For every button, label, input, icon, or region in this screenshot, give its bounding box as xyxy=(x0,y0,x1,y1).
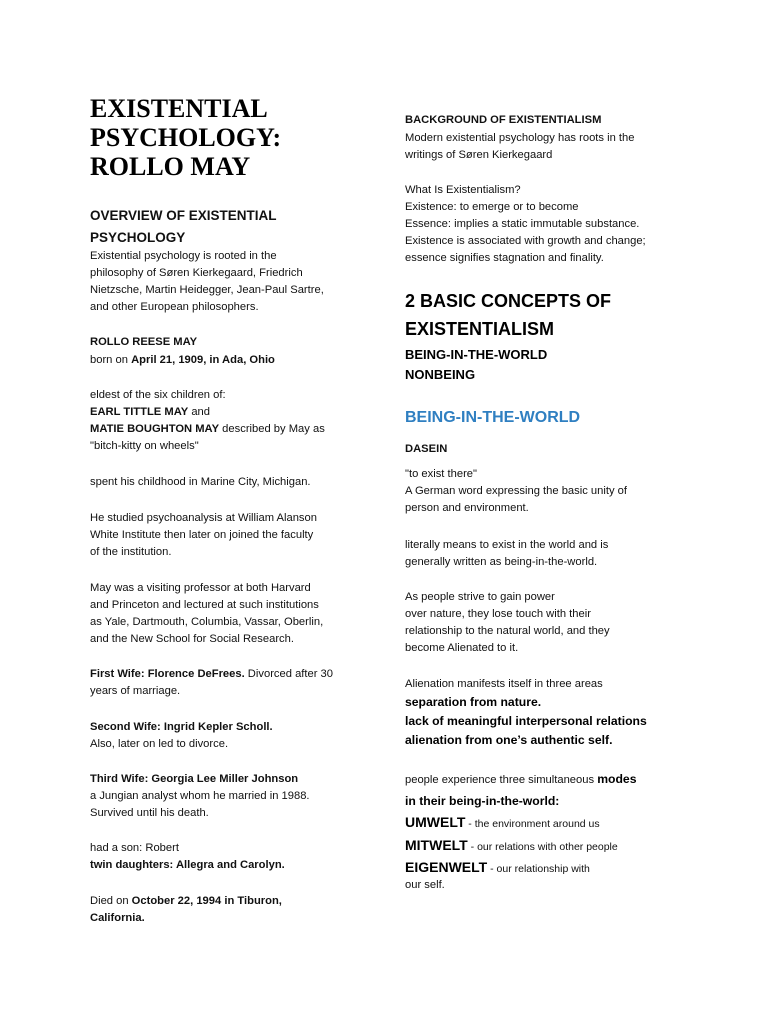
strive-text: As people strive to gain power over nature, they lose touch with their relationship to the natural world, and they become Alienated to it. xyxy=(405,591,610,654)
modes-line-2: in their being-in-the-world: xyxy=(405,794,560,808)
being-in-the-world-heading: BEING-IN-THE-WORLD xyxy=(405,409,581,426)
page-title: EXISTENTIAL PSYCHOLOGY: ROLLO MAY xyxy=(90,94,282,181)
birth-line: born on April 21, 1909, in Ada, Ohio xyxy=(90,354,275,366)
eigenwelt-line-2: our self. xyxy=(405,879,445,891)
eldest-line: eldest of the six children of: xyxy=(90,389,226,401)
alienation-intro: Alienation manifests itself in three areas xyxy=(405,678,603,690)
what-is-existentialism: What Is Existentialism? Existence: to emerge or to become Essence: implies a static immutable substance. Existence is associated with growth and change; essence signifies stagnation and finality. xyxy=(405,184,646,264)
background-heading: BACKGROUND OF EXISTENTIALISM xyxy=(405,114,602,126)
background-text: Modern existential psychology has roots in the writings of Søren Kierkegaard xyxy=(405,132,635,161)
death: Died on October 22, 1994 in Tiburon, California. xyxy=(90,895,282,924)
mother-quote: "bitch-kitty on wheels" xyxy=(90,440,199,452)
umwelt-line: UMWELT - the environment around us xyxy=(405,814,600,830)
visiting-text: May was a visiting professor at both Harvard and Princeton and lectured at such institutions as Yale, Dartmouth, Columbia, Vassar, Oberlin, and the New School for Social Research. xyxy=(90,582,324,645)
eigenwelt-line: EIGENWELT - our relationship with xyxy=(405,859,590,875)
overview-heading: OVERVIEW OF EXISTENTIAL PSYCHOLOGY xyxy=(90,208,277,245)
literally-text: literally means to exist in the world and is generally written as being-in-the-world. xyxy=(405,539,609,568)
father-line: EARL TITTLE MAY and xyxy=(90,406,210,418)
studied-text: He studied psychoanalysis at William Alanson White Institute then later on joined the faculty of the institution. xyxy=(90,512,317,558)
first-wife: First Wife: Florence DeFrees. Divorced after 30 years of marriage. xyxy=(90,668,334,697)
overview-text: Existential psychology is rooted in the philosophy of Søren Kierkegaard, Friedrich Nietzsche, Martin Heidegger, Jean-Paul Sartre, and other European philosophers. xyxy=(90,250,324,313)
second-wife: Second Wife: Ingrid Kepler Scholl. Also, later on led to divorce. xyxy=(90,721,273,750)
alienation-areas: separation from nature. lack of meaningful interpersonal relations alienation from one’s authentic self. xyxy=(405,695,647,747)
mitwelt-line: MITWELT - our relations with other people xyxy=(405,837,618,853)
children: had a son: Robert twin daughters: Allegra and Carolyn. xyxy=(90,842,285,871)
dasein-text: "to exist there" A German word expressing the basic unity of person and environment. xyxy=(405,468,627,514)
subject-name: ROLLO REESE MAY xyxy=(90,336,198,348)
dasein-heading: DASEIN xyxy=(405,443,448,455)
third-wife: Third Wife: Georgia Lee Miller Johnson a Jungian analyst whom he married in 1988. Survived until his death. xyxy=(90,773,310,819)
modes-line: people experience three simultaneous modes xyxy=(405,772,637,786)
childhood-line: spent his childhood in Marine City, Michigan. xyxy=(90,476,311,488)
concepts-heading: 2 BASIC CONCEPTS OF EXISTENTIALISM xyxy=(405,291,612,339)
mother-line: MATIE BOUGHTON MAY described by May as xyxy=(90,423,325,435)
concepts-list: BEING-IN-THE-WORLD NONBEING xyxy=(405,347,548,382)
